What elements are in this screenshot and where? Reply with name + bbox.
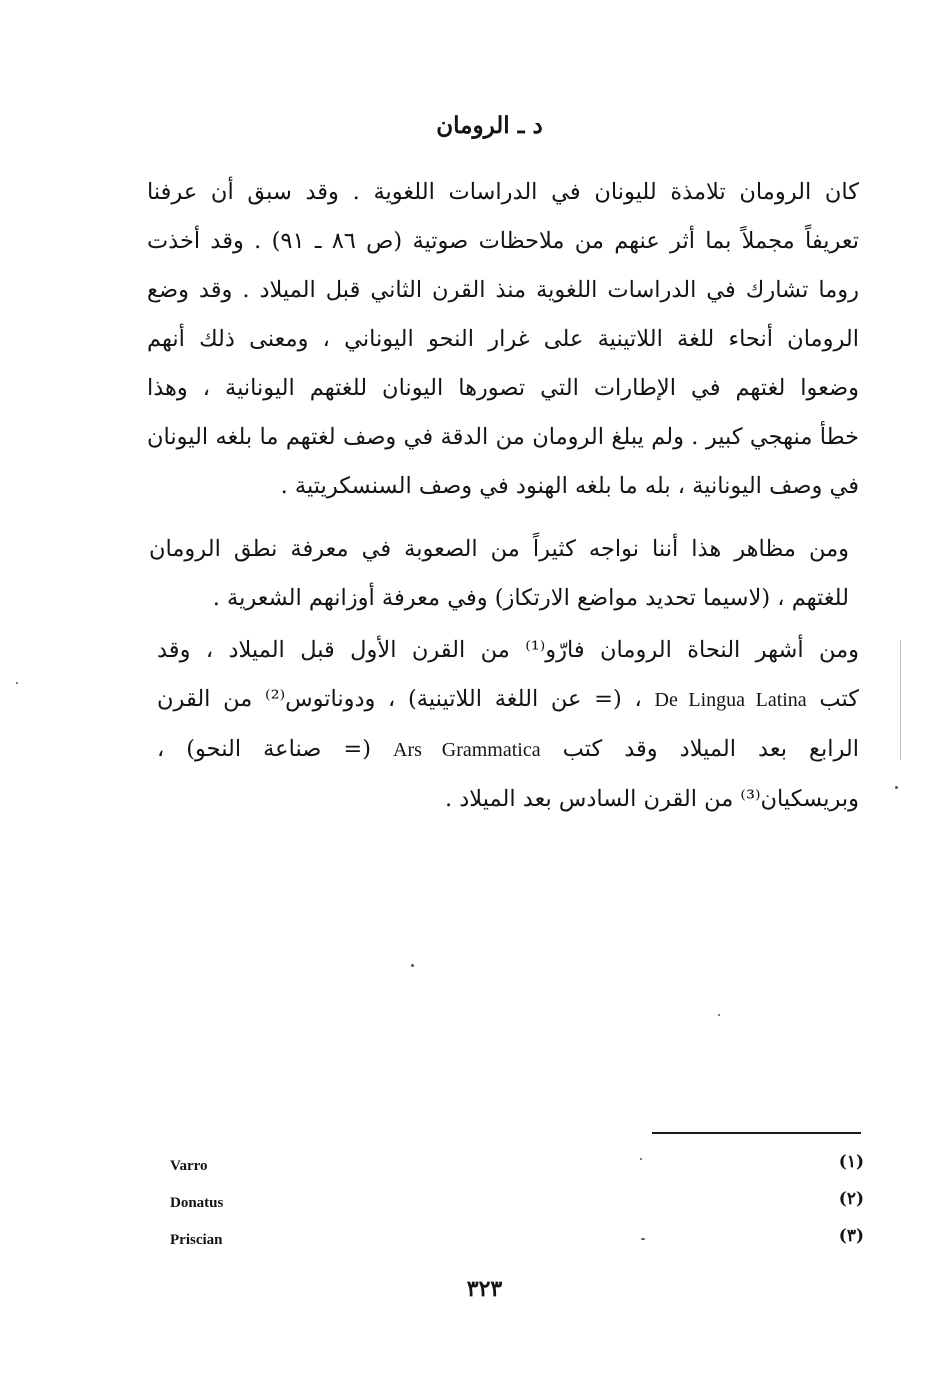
scan-speck (16, 682, 18, 684)
footnote-number: (٢) (838, 1189, 864, 1209)
paragraph-line: وضعوا لغتهم في الإطارات التي تصورها اليونان للغتهم اليونانية ، وهذا (147, 375, 859, 401)
paragraph-line: خطأ منهجي كبير . ولم يبلغ الرومان من الدقة في وصف لغتهم ما بلغه اليونان (147, 424, 859, 450)
line-text: الرابع بعد الميلاد وقد كتب (562, 736, 859, 762)
footnote-name: Priscian (170, 1232, 223, 1248)
footnote-name: Donatus (170, 1195, 224, 1211)
footnote-item (168, 1224, 868, 1261)
line-text: (= صناعة النحو) ، (157, 736, 371, 762)
footnotes (168, 1150, 868, 1261)
paragraph-line: الرومان أنحاء للغة اللاتينية على غرار النحو اليوناني ، ومعنى ذلك أنهم (147, 326, 859, 352)
paragraph-3 (157, 626, 859, 824)
paragraph-line: ومن أشهر النحاة الرومان فارّو⁽¹⁾ من القرن الأول قبل الميلاد ، وقد (157, 637, 859, 663)
paragraph-1 (147, 168, 859, 511)
margin-scan-mark (900, 640, 901, 760)
paragraph-line: تعريفاً مجملاً بما أثر عنهم من ملاحظات صوتية (ص ٨٦ ـ ٩١) . وقد أخذت (147, 228, 859, 254)
footnote-name: Varro (170, 1158, 208, 1174)
page-number: ٣٢٣ (466, 1276, 503, 1302)
line-text: كتب (819, 686, 859, 712)
paragraph-line: في وصف اليونانية ، بله ما بلغه الهنود في وصف السنسكريتية . (280, 473, 859, 499)
latin-title-ars-grammatica: Ars Grammatica (393, 739, 541, 761)
line-text: ، (= عن اللغة اللاتينية) ، ودوناتوس⁽²⁾ من القرن (157, 686, 642, 712)
paragraph-line (157, 725, 859, 775)
paragraph-line: للغتهم ، (لاسيما تحديد مواضع الارتكاز) وفي معرفة أوزانهم الشعرية . (212, 585, 849, 611)
footnote-item (168, 1150, 868, 1187)
paragraph-line: كان الرومان تلامذة لليونان في الدراسات اللغوية . وقد سبق أن عرفنا (147, 179, 859, 205)
paragraph-line: روما تشارك في الدراسات اللغوية منذ القرن الثاني قبل الميلاد . وقد وضع (147, 277, 859, 303)
paragraph-line: وبريسكيان⁽³⁾ من القرن السادس بعد الميلاد . (444, 786, 859, 812)
scan-speck (411, 964, 414, 967)
footnote-item (168, 1187, 868, 1224)
paragraph-line: ومن مظاهر هذا أننا نواجه كثيراً من الصعوبة في معرفة نطق الرومان (149, 536, 849, 562)
scan-speck (895, 786, 898, 789)
paragraph-line (157, 675, 859, 725)
footnote-number: (١) (838, 1152, 864, 1172)
footnote-number: (٣) (838, 1226, 864, 1246)
scan-speck (640, 1158, 642, 1160)
scan-speck (641, 1238, 645, 1240)
footnote-divider (652, 1132, 861, 1134)
latin-title-de-lingua-latina: De Lingua Latina (654, 689, 807, 711)
section-heading: د ـ الرومان (436, 112, 543, 139)
paragraph-2 (149, 525, 849, 623)
scan-speck (718, 1014, 720, 1016)
